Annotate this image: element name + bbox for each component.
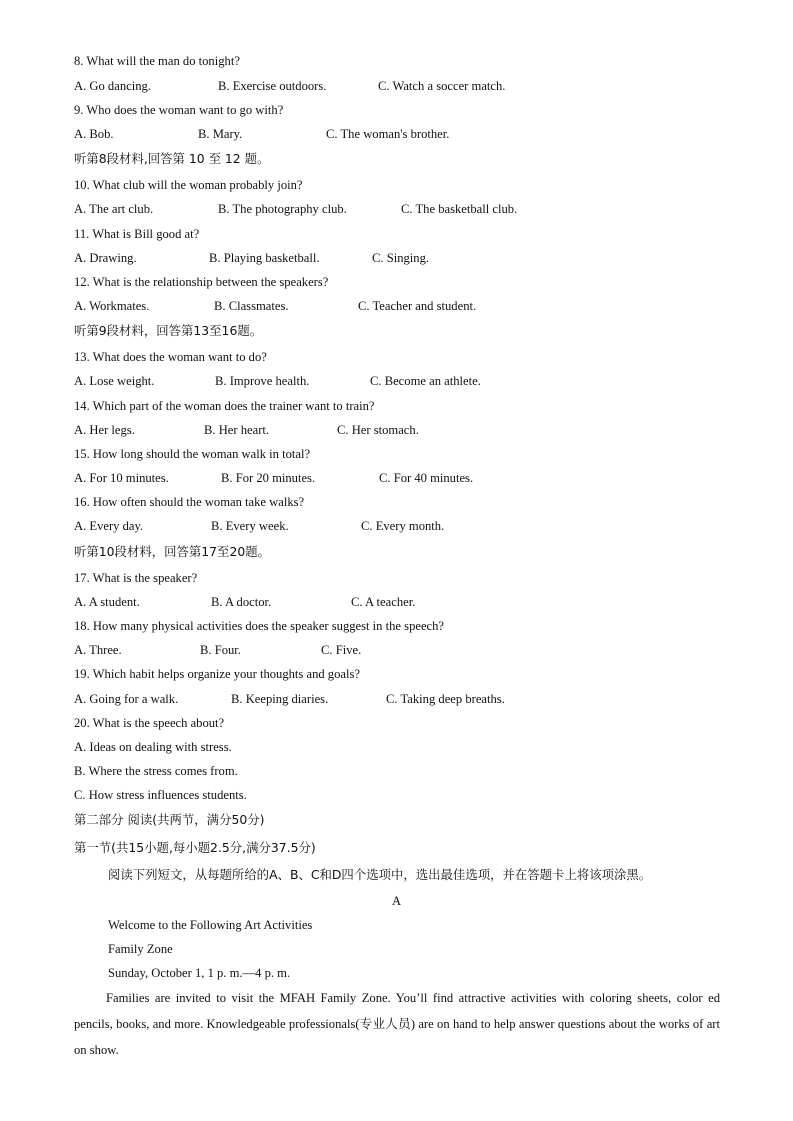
- passage-paragraph: [74, 985, 720, 1063]
- question-17: 17. What is the speaker?: [74, 571, 198, 585]
- option-c: C. How stress influences students.: [74, 788, 247, 802]
- option-b: B. Every week.: [211, 519, 289, 533]
- option-b: B. Mary.: [198, 127, 243, 141]
- option-b: B. Four.: [200, 643, 241, 657]
- option-a: A. Bob.: [74, 127, 114, 141]
- question-18: 18. How many physical activities does the speaker suggest in the speech?: [74, 619, 445, 633]
- option-a: A. Drawing.: [74, 251, 137, 265]
- section-heading: 第一节(共15小题,每小题2.5分,满分37.5分): [74, 840, 316, 855]
- option-c: C. Her stomach.: [337, 423, 419, 437]
- part2-heading: 第二部分 阅读(共两节，满分50分): [74, 812, 265, 827]
- option-a: A. Three.: [74, 643, 122, 657]
- option-b: B. The photography club.: [218, 202, 347, 216]
- passage-title: Welcome to the Following Art Activities: [108, 918, 313, 932]
- option-a: A. Her legs.: [74, 423, 135, 437]
- option-c: C. Taking deep breaths.: [386, 692, 505, 706]
- option-a: A. Going for a walk.: [74, 692, 179, 706]
- option-a: A. Workmates.: [74, 299, 150, 313]
- option-c: C. Watch a soccer match.: [378, 79, 506, 93]
- option-b: B. For 20 minutes.: [221, 471, 316, 485]
- option-b: B. Where the stress comes from.: [74, 764, 238, 778]
- question-14: 14. Which part of the woman does the trainer want to train?: [74, 399, 375, 413]
- paragraph-text: Families are invited to visit the MFAH Family Zone. You’ll find attractive activities with coloring sheets, color ed pencils, books, and more. Knowledgeable professionals(专业人员) are on hand to help answer questions about the works of art on show.: [74, 991, 720, 1057]
- option-c: C. Every month.: [361, 519, 445, 533]
- question-19: 19. Which habit helps organize your thoughts and goals?: [74, 667, 360, 681]
- option-a: A. Ideas on dealing with stress.: [74, 740, 232, 754]
- option-c: C. A teacher.: [351, 595, 416, 609]
- option-a: A. Every day.: [74, 519, 144, 533]
- reading-instruction: 阅读下列短文，从每题所给的A、B、C和D四个选项中，选出最佳选项，并在答题卡上将该项涂黑。: [108, 867, 652, 882]
- instruction-material-10: 听第10段材料，回答第17至20题。: [74, 544, 270, 559]
- question-20: 20. What is the speech about?: [74, 716, 225, 730]
- option-c: C. Singing.: [372, 251, 430, 265]
- option-a: A. A student.: [74, 595, 140, 609]
- instruction-material-9: 听第9段材料，回答第13至16题。: [74, 323, 263, 338]
- option-c: C. The basketball club.: [401, 202, 518, 216]
- question-16: 16. How often should the woman take walks?: [74, 495, 305, 509]
- option-b: B. Her heart.: [204, 423, 270, 437]
- question-10: 10. What club will the woman probably join?: [74, 178, 303, 192]
- question-8: 8. What will the man do tonight?: [74, 54, 240, 68]
- passage-letter: A: [391, 894, 402, 908]
- option-b: B. Playing basketball.: [209, 251, 320, 265]
- event-time: Sunday, October 1, 1 p. m.—4 p. m.: [108, 966, 291, 980]
- option-a: A. Go dancing.: [74, 79, 151, 93]
- instruction-material-8: 听第8段材料,回答第 10 至 12 题。: [74, 151, 270, 166]
- option-b: B. Keeping diaries.: [231, 692, 329, 706]
- option-c: C. The woman's brother.: [326, 127, 450, 141]
- option-a: A. For 10 minutes.: [74, 471, 169, 485]
- question-12: 12. What is the relationship between the speakers?: [74, 275, 329, 289]
- event-name: Family Zone: [108, 942, 173, 956]
- question-9: 9. Who does the woman want to go with?: [74, 103, 284, 117]
- question-13: 13. What does the woman want to do?: [74, 350, 267, 364]
- option-a: A. Lose weight.: [74, 374, 155, 388]
- option-c: C. Teacher and student.: [358, 299, 477, 313]
- option-a: A. The art club.: [74, 202, 154, 216]
- option-b: B. Exercise outdoors.: [218, 79, 327, 93]
- option-b: B. Classmates.: [214, 299, 289, 313]
- question-15: 15. How long should the woman walk in total?: [74, 447, 311, 461]
- option-c: C. Become an athlete.: [370, 374, 481, 388]
- option-b: B. Improve health.: [215, 374, 310, 388]
- option-c: C. For 40 minutes.: [379, 471, 474, 485]
- option-c: C. Five.: [321, 643, 362, 657]
- option-b: B. A doctor.: [211, 595, 272, 609]
- question-11: 11. What is Bill good at?: [74, 227, 200, 241]
